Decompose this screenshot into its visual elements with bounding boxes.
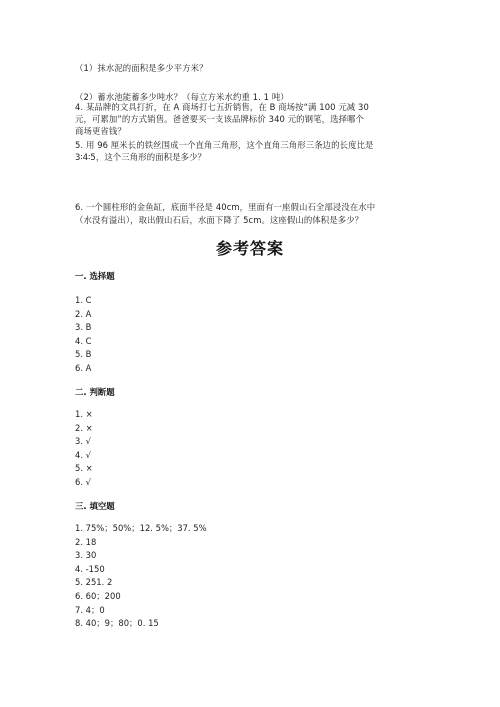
question-line: （2）蓄水池能蓄多少吨水？（每立方米水约重 1. 1 吨）: [75, 92, 289, 102]
question-line: 4. 某品牌的文具打折，在 A 商场打七五折销售，在 B 商场按“满 100 元减 30: [75, 102, 369, 112]
answer-item: 3. 30: [75, 550, 97, 561]
question-line: 5. 用 96 厘米长的铁丝围成一个直角三角形，这个直角三角形三条边的长度比是: [75, 140, 374, 150]
answer-item: 4. √: [75, 449, 91, 460]
section-heading: 一. 选择题: [75, 271, 115, 281]
section-heading: 三. 填空题: [75, 501, 115, 511]
answer-item: 1. ×: [75, 409, 93, 419]
answer-item: 2. ×: [75, 422, 93, 433]
answer-item: 5. ×: [75, 463, 93, 474]
question-line: 元，可累加”的方式销售。爸爸要买一支该品牌标价 340 元的钢笔，选择哪个: [75, 114, 364, 124]
answer-item: 3. B: [75, 322, 92, 333]
question-line: 6. 一个圆柱形的金鱼缸，底面半径是 40cm，里面有一座假山石全部浸没在水中: [75, 202, 376, 212]
answer-item: 5. 251. 2: [75, 577, 113, 588]
answer-title: 参考答案: [215, 239, 284, 258]
question-line: （水没有溢出），取出假山石后，水面下降了 5cm。这座假山的体积是多少？: [75, 215, 364, 225]
answer-item: 2. A: [75, 308, 92, 319]
answer-item: 1. C: [75, 295, 92, 305]
answer-item: 4. C: [75, 335, 92, 346]
question-line: 商场更省钱？: [75, 126, 126, 136]
answer-list: [75, 522, 207, 631]
answer-item: 8. 40；9；80；0. 15: [75, 618, 159, 629]
question-line: （1）抹水泥的面积是多少平方米？: [75, 63, 208, 73]
answer-item: 3. √: [75, 436, 91, 447]
answer-item: 4. -150: [75, 563, 105, 574]
answer-item: 5. B: [75, 349, 92, 360]
answer-item: 7. 4；0: [75, 604, 105, 615]
answer-list: [75, 408, 93, 490]
answer-item: 2. 18: [75, 536, 97, 547]
question-line: 3∶4∶5，这个三角形的面积是多少？: [75, 152, 207, 162]
answer-item: 1. 75%；50%；12. 5%；37. 5%: [75, 523, 207, 533]
answer-item: 6. A: [75, 362, 92, 373]
answer-item: 6. √: [75, 476, 91, 487]
answer-list: [75, 294, 92, 376]
section-heading: 二. 判断题: [75, 387, 115, 397]
answer-item: 6. 60；200: [75, 590, 121, 601]
